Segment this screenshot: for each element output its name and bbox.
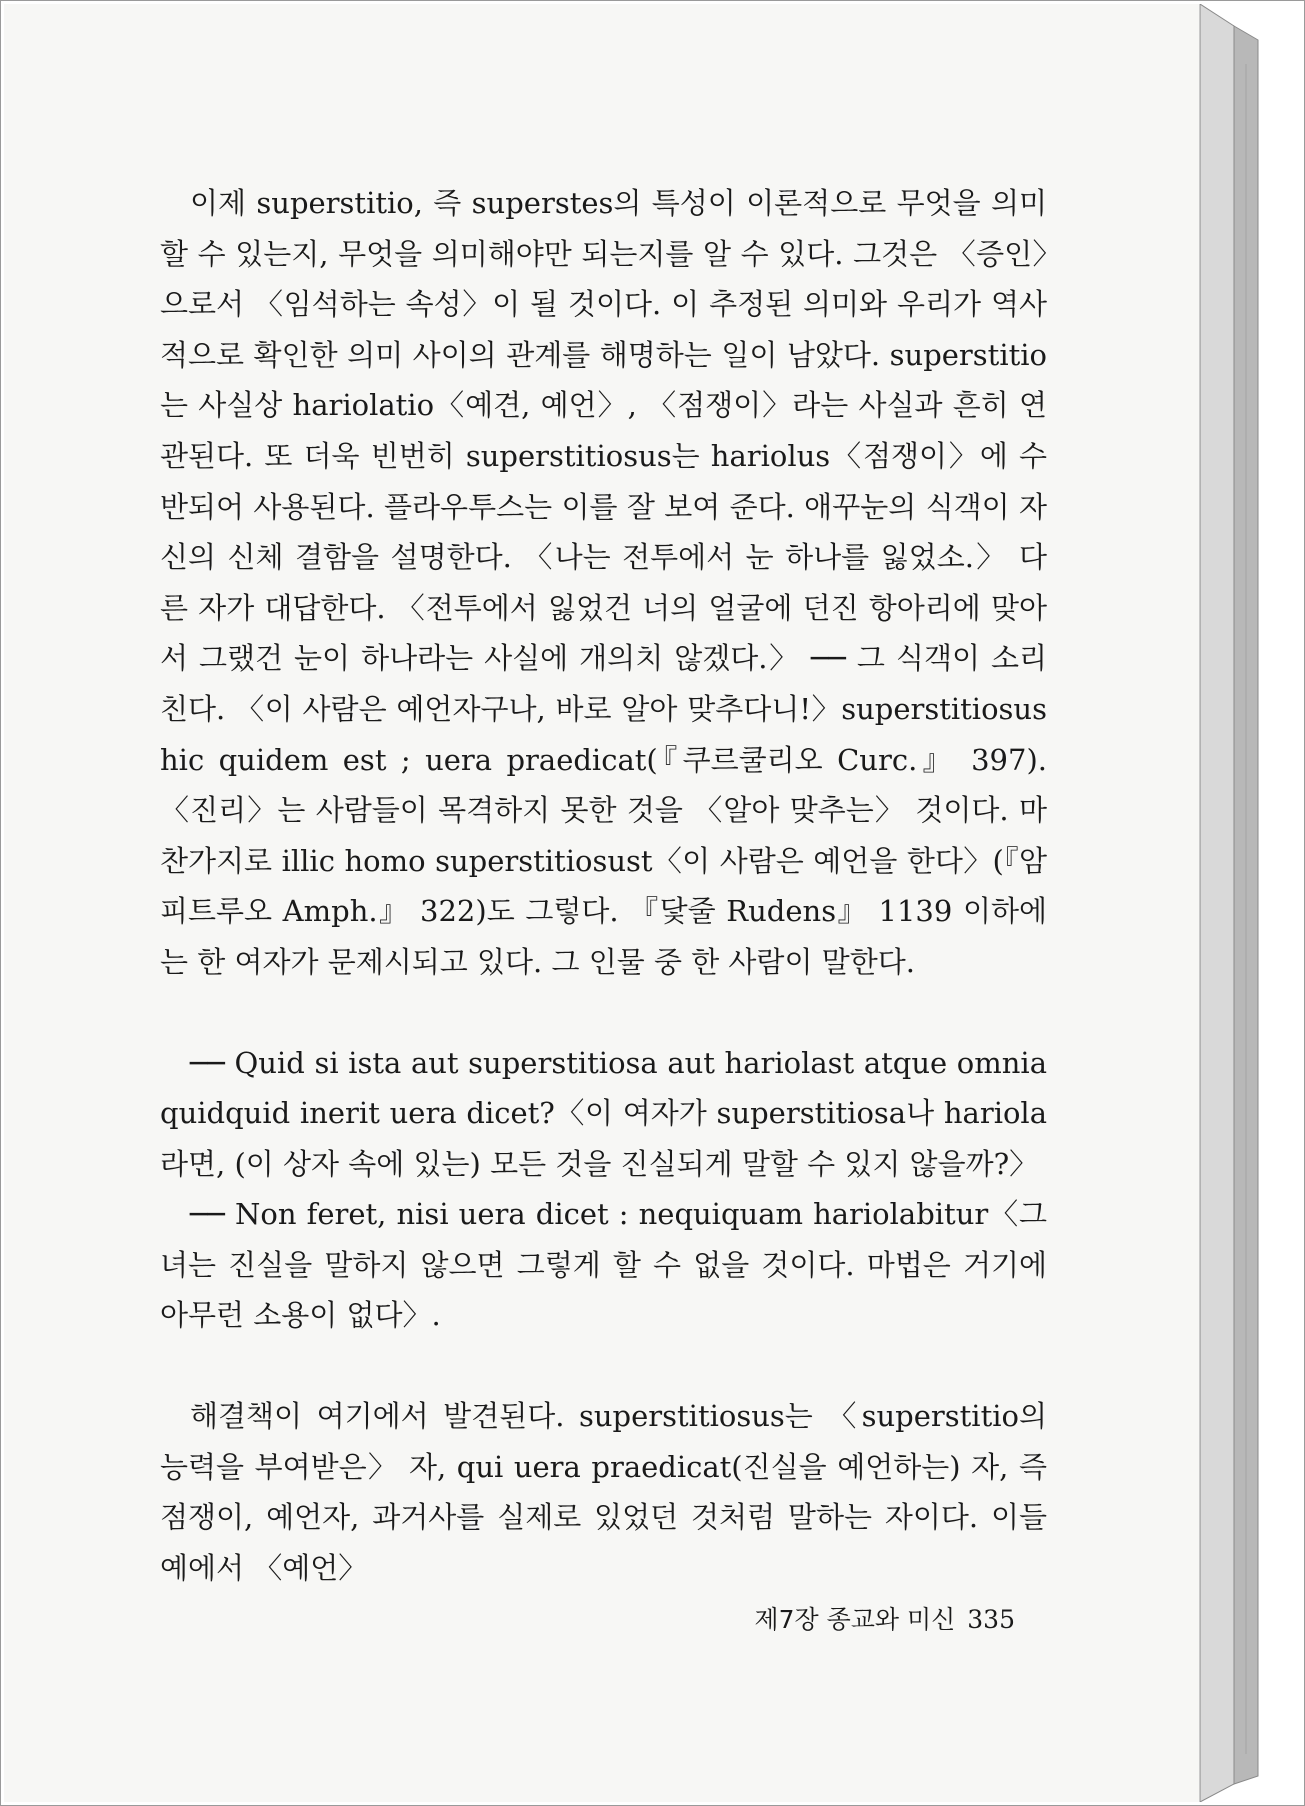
page-number: 335 (967, 1605, 1015, 1634)
quote-2: ── Non feret, nisi uera dicet : nequiquam hariolabitur〈그녀는 진실을 말하지 않으면 그렇게 할 수 없을 것이다. 마법은 거기에 아무런 소용이 없다〉. (160, 1197, 1047, 1333)
quote-1: ── Quid si ista aut superstitiosa aut hariolast atque omnia quidquid inerit uera dicet?〈이 여자가 superstitiosa나 hariola라면, (이 상자 속에 있는) 모든 것을 진실되게 말할 수 있지 않을까?〉 (160, 1045, 1047, 1181)
page-edge (1200, 4, 1262, 1802)
paragraph-1: 이제 superstitio, 즉 superstes의 특성이 이론적으로 무엇을 의미할 수 있는지, 무엇을 의미해야만 되는지를 알 수 있다. 그것은 〈증인〉으로서 〈임석하는 속성〉이 될 것이다. 이 추정된 의미와 우리가 역사적으로 확인한 의미 사이의 관계를 해명하는 일이 남았다. superstitio는 사실상 hariolatio〈예견, 예언〉, 〈점쟁이〉라는 사실과 흔히 연관된다. 또 더욱 빈번히 superstitiosus는 hariolus〈점쟁이〉에 수반되어 사용된다. 플라우투스는 이를 잘 보여 준다. 애꾸눈의 식객이 자신의 신체 결함을 설명한다. 〈나는 전투에서 눈 하나를 잃었소.〉 다른 자가 대답한다. 〈전투에서 잃었건 너의 얼굴에 던진 항아리에 맞아서 그랬건 눈이 하나라는 사실에 개의치 않겠다.〉 ── 그 식객이 소리친다. 〈이 사람은 예언자구나, 바로 알아 맞추다니!〉superstitiosus hic quidem est ; uera praedicat(『쿠르쿨리오 Curc.』 397). 〈진리〉는 사람들이 목격하지 못한 것을 〈알아 맞추는〉 것이다. 마찬가지로 illic homo superstitiosust〈이 사람은 예언을 한다〉(『암피트루오 Amph.』 322)도 그렇다. 『닻줄 Rudens』 1139 이하에는 한 여자가 문제시되고 있다. 그 인물 중 한 사람이 말한다. (160, 186, 1047, 979)
body-text (160, 178, 1047, 1593)
page-footer (745, 1600, 1015, 1636)
chapter-title: 제7장 종교와 미신 (754, 1605, 956, 1634)
paragraph-2: 해결책이 여기에서 발견된다. superstitiosus는 〈superstitio의 능력을 부여받은〉 자, qui uera praedicat(진실을 예언하는) 자, 즉 점쟁이, 예언자, 과거사를 실제로 있었던 것처럼 말하는 자이다. 이들 예에서 〈예언〉 (160, 1399, 1047, 1585)
